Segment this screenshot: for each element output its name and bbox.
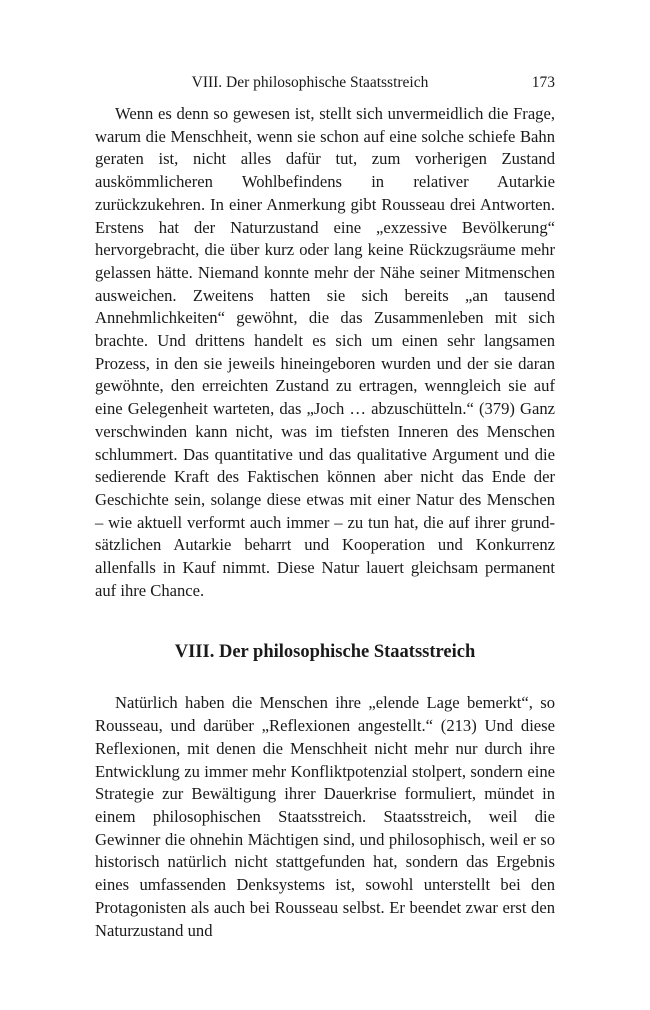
body-text [95, 103, 555, 942]
page-number: 173 [531, 74, 555, 91]
running-title: VIII. Der philosophische Staatsstreich [191, 74, 429, 91]
running-header [95, 72, 555, 94]
section-heading: VIII. Der philosophische Staatsstreich [174, 642, 476, 663]
paragraph-philosophical-coup: Natürlich haben die Menschen ihre „elende Lage bemerkt“, so Rousseau, und darüber „Reflexionen angestellt.“ (213) Und diese Reflexionen, mit denen die Menschheit nicht mehr nur durch ihre Entwicklung zu immer mehr Konfliktpotenzial stolpert, sondern eine Strategie zur Bewältigung ihrer Dauerkrise formuliert, mündet in einem philosophischen Staatsstreich. Staatsstreich, weil die Gewinner die ohnehin Mächtigen sind, und philosophisch, weil er so historisch natürlich nicht stattgefunden hat, sondern das Ergebnis eines umfassenden Denksystems ist, sowohl unterstellt bei den Protagonisten als auch bei Rousseau selbst. Er beendet zwar erst den Naturzustand und [95, 693, 555, 940]
paragraph-rousseau-answers: Wenn es denn so gewesen ist, stellt sich unvermeidlich die Frage, warum die Menschheit, wenn sie schon auf eine solche schiefe Bahn geraten ist, nicht alles dafür tut, zum vorherigen Zustand auskömmlicheren Wohlbefindens in relativer Autarkie zurückzukehren. In einer Anmerkung gibt Rousseau drei Antworten. Erstens hat der Naturzustand eine „exzessive Bevölkerung“ hervorgebracht, die über kurz oder lang keine Rückzugsräume mehr gelassen hätte. Niemand konnte mehr der Nähe seiner Mitmenschen ausweichen. Zweitens hatten sie sich bereits „an tausend Annehmlichkeiten“ gewöhnt, die das Zusammenleben mit sich brachte. Und drittens handelt es sich um einen sehr langsamen Prozess, in den sie jeweils hineingeboren wurden und der sie daran gewöhnte, den erreichten Zustand zu ertragen, wenngleich sie auf eine Gelegenheit warteten, das „Joch … abzuschütteln.“ (379) Ganz verschwinden kann nicht, was im tiefsten Inneren des Menschen schlummert. Das quantitative und das qualitative Argument und die sedierende Kraft des Faktischen können aber nicht das Ende der Geschichte sein, solange diese etwas mit einer Natur des Menschen – wie aktuell verformt auch immer – zu tun hat, die auf ihrer grundsätzlichen Autarkie beharrt und Kooperation und Konkurrenz allenfalls in Kauf nimmt. Diese Natur lauert gleichsam permanent auf ihre Chance. [95, 104, 555, 600]
